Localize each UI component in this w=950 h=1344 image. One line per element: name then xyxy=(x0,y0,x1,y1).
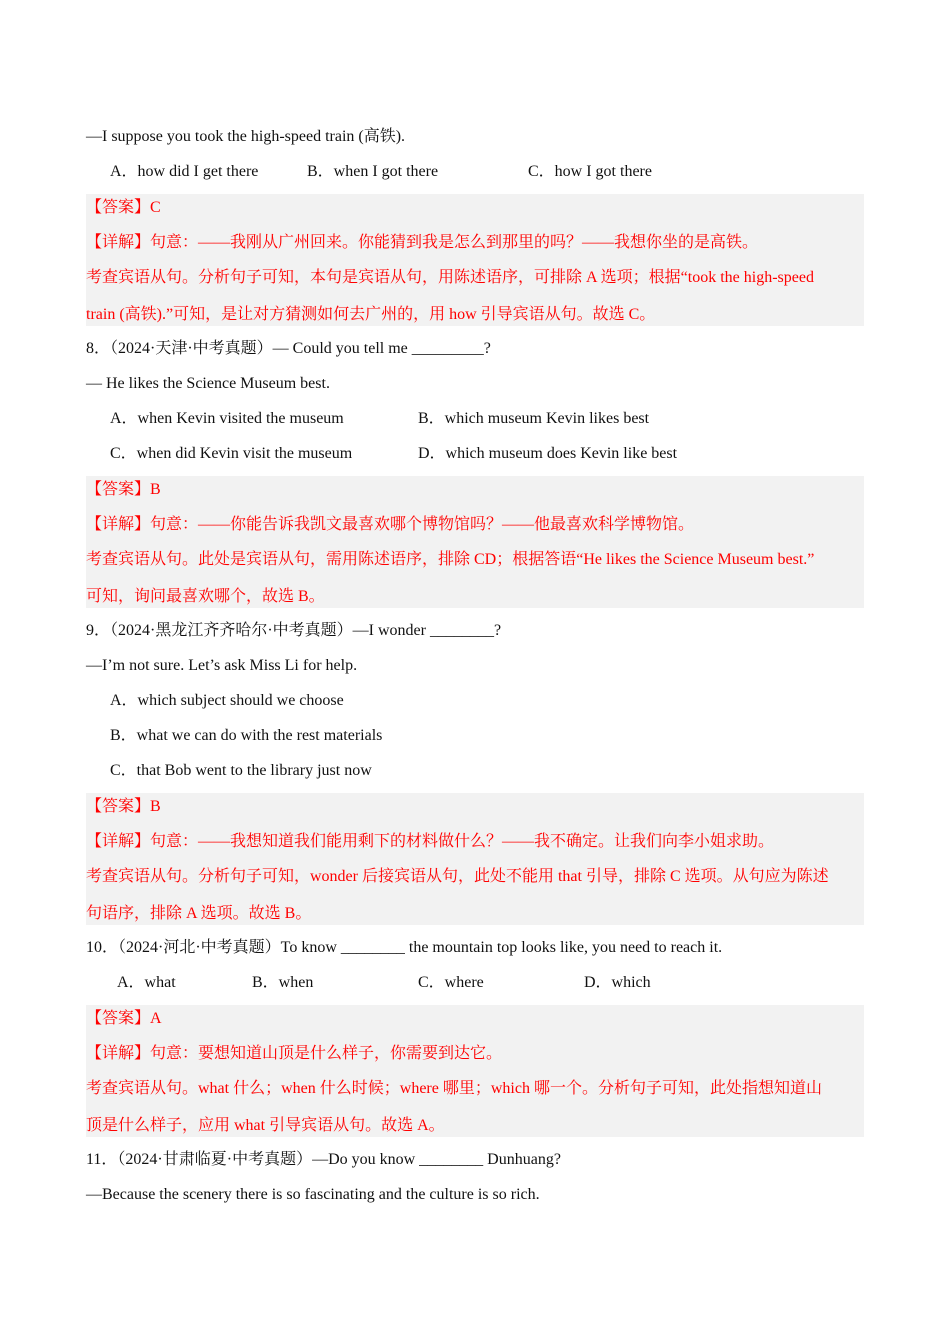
q9-option-b: B．what we can do with the rest materials xyxy=(110,727,383,744)
q9-reply: —I’m not sure. Let’s ask Miss Li for help. xyxy=(86,657,358,674)
q8-answer-box xyxy=(86,476,864,608)
q9-analysis-line2: 句语序，排除 A 选项。故选 B。 xyxy=(86,905,312,922)
q8-option-d: D．which museum does Kevin like best xyxy=(418,445,678,462)
q9-option-a: A．which subject should we choose xyxy=(110,692,344,709)
q8-analysis-line2: 可知，询问最喜欢哪个，故选 B。 xyxy=(86,588,325,605)
q7-option-b: B．when I got there xyxy=(307,163,439,180)
q9-option-c: C．that Bob went to the library just now xyxy=(110,762,372,779)
q8-stem: 8．（2024·天津·中考真题）— Could you tell me _________? xyxy=(86,340,491,357)
q9-stem: 9．（2024·黑龙江齐齐哈尔·中考真题）—I wonder ________? xyxy=(86,622,502,639)
q10-analysis-line2: 顶是什么样子，应用 what 引导宾语从句。故选 A。 xyxy=(86,1117,445,1134)
q7-answer-box xyxy=(86,194,864,326)
q9-answer: 【答案】B xyxy=(86,798,161,815)
q7-answer: 【答案】C xyxy=(86,199,161,216)
q8-answer: 【答案】B xyxy=(86,481,161,498)
q8-option-a: A．when Kevin visited the museum xyxy=(110,410,344,427)
q8-option-b: B．which museum Kevin likes best xyxy=(418,410,650,427)
q11-stem: 11．（2024·甘肃临夏·中考真题）—Do you know ________ Dunhuang? xyxy=(86,1151,561,1168)
q7-option-c: C．how I got there xyxy=(528,163,652,180)
q7-reply: —I suppose you took the high-speed train (高铁). xyxy=(86,128,406,145)
q10-stem: 10．（2024·河北·中考真题）To know ________ the mountain top looks like, you need to reach it. xyxy=(86,939,723,956)
q8-reply: — He likes the Science Museum best. xyxy=(86,375,330,392)
q7-detail: 【详解】句意：——我刚从广州回来。你能猜到我是怎么到那里的吗？——我想你坐的是高铁。 xyxy=(86,234,759,251)
q10-option-a: A．what xyxy=(117,974,176,991)
q10-answer-box xyxy=(86,1005,864,1137)
q8-option-c: C．when did Kevin visit the museum xyxy=(110,445,353,462)
q10-option-c: C．where xyxy=(418,974,484,991)
q9-analysis-line1: 考查宾语从句。分析句子可知，wonder 后接宾语从句，此处不能用 that 引导，排除 C 选项。从句应为陈述 xyxy=(86,868,829,885)
q7-analysis-line2: train (高铁).”可知，是让对方猜测如何去广州的，用 how 引导宾语从句。故选 C。 xyxy=(86,306,656,323)
q11-reply: —Because the scenery there is so fascinating and the culture is so rich. xyxy=(86,1186,540,1203)
q8-analysis-line1: 考查宾语从句。此处是宾语从句，需用陈述语序，排除 CD；根据答语“He likes the Science Museum best.” xyxy=(86,551,815,568)
q9-detail: 【详解】句意：——我想知道我们能用剩下的材料做什么？——我不确定。让我们向李小姐求助。 xyxy=(86,833,775,850)
q9-answer-box xyxy=(86,793,864,925)
q10-detail: 【详解】句意：要想知道山顶是什么样子，你需要到达它。 xyxy=(86,1045,503,1062)
q10-answer: 【答案】A xyxy=(86,1010,162,1027)
q10-option-b: B．when xyxy=(252,974,314,991)
q7-option-a: A．how did I get there xyxy=(110,163,259,180)
q8-detail: 【详解】句意：——你能告诉我凯文最喜欢哪个博物馆吗？——他最喜欢科学博物馆。 xyxy=(86,516,695,533)
q10-analysis-line1: 考查宾语从句。what 什么；when 什么时候；where 哪里；which 哪一个。分析句子可知，此处指想知道山 xyxy=(86,1080,822,1097)
q7-analysis-line1: 考查宾语从句。分析句子可知，本句是宾语从句，用陈述语序，可排除 A 选项；根据“took the high-speed xyxy=(86,269,814,286)
q10-option-d: D．which xyxy=(584,974,651,991)
